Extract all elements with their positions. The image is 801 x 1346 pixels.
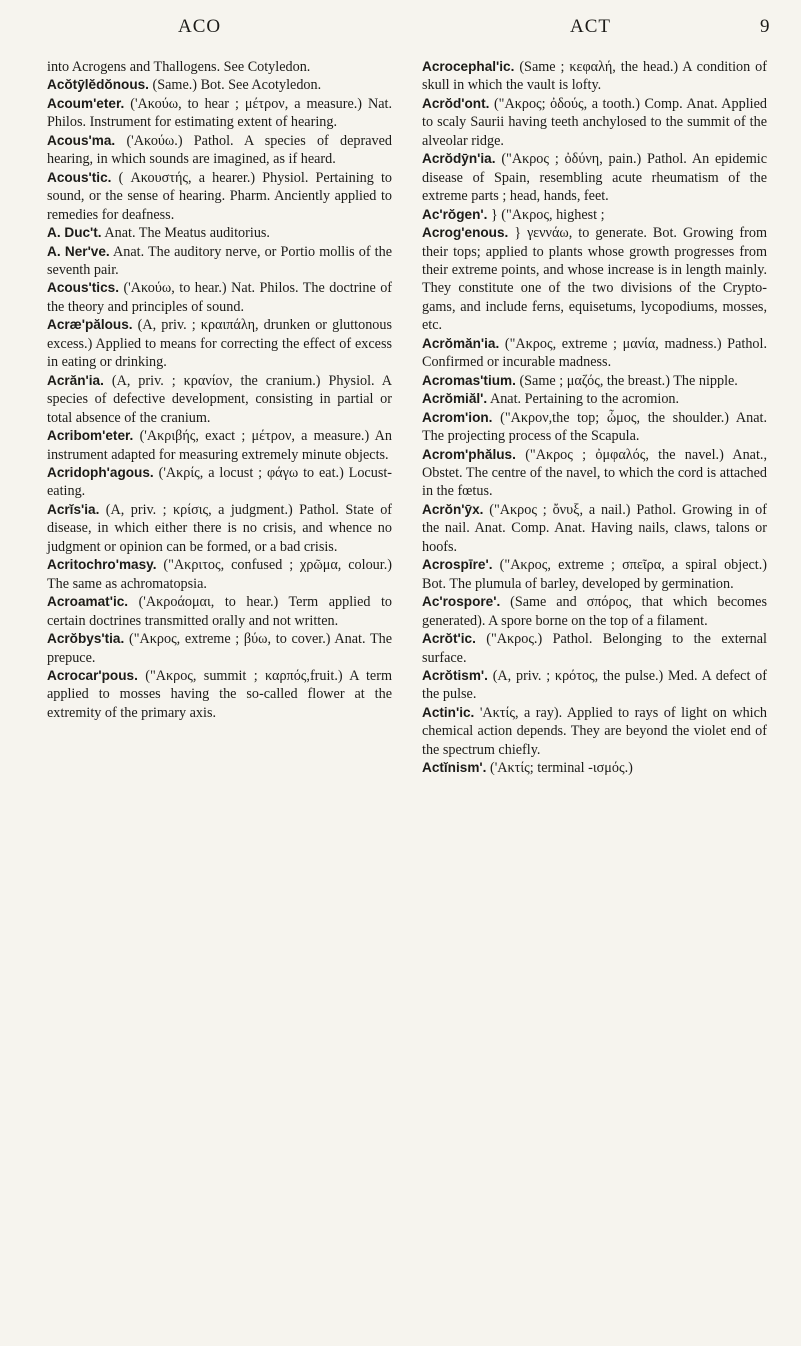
dictionary-entry [422, 206, 767, 224]
entry-definition: } γεννάω, to generate. Bot. Growing from their tops; applied to plants whose growth progresses from their extreme points, and whose increase is in length mainly. They constitute one of the two divisions of the Crypto-gams, and include ferns, equisetums, lycopodiums, mosses, etc. [422, 225, 767, 334]
entry-headword: Acrŏn'ȳx. [422, 501, 484, 517]
entry-definition: ('Ακτίς; terminal -ισμός.) [489, 760, 633, 777]
entry-definition: Anat. Pertaining to the acromion. [489, 391, 680, 408]
dictionary-entry [422, 667, 767, 704]
entry-definition: Anat. The Meatus auditorius. [104, 225, 270, 242]
dictionary-entry [422, 58, 767, 95]
dictionary-entry [47, 427, 392, 464]
entry-headword: A. Duc't. [47, 225, 102, 241]
entry-headword: Actin'ic. [422, 704, 475, 720]
entry-headword: Acous'ma. [47, 132, 116, 148]
entry-headword: Acritochro'masy. [47, 557, 157, 573]
dictionary-entry [422, 409, 767, 446]
entry-definition: ('Ακρίς, a locust ; φάγω to eat.) Locust-eating. [47, 464, 393, 500]
entry-definition: ("Ακρος ; ὀμφαλός, the navel.) Anat., Obstet. The centre of the navel, to which the cord is attached in the fœtus. [422, 446, 767, 500]
entry-definition: ("Ακρος.) Pathol. Belonging to the external surface. [422, 631, 768, 666]
entry-headword: Acrom'phălus. [422, 446, 516, 462]
dictionary-entry [47, 243, 392, 280]
dictionary-entry [47, 667, 392, 722]
entry-headword: Acrog'enous. [422, 225, 509, 241]
dictionary-entry [422, 593, 767, 630]
dictionary-entry [422, 95, 767, 150]
entry-headword: Acous'tics. [47, 280, 119, 296]
dictionary-entry [422, 224, 767, 335]
entry-definition: ("Ακρον,the top; ὦμος, the shoulder.) Anat. The projecting process of the Scapula. [422, 409, 768, 445]
left-guide-word: ACO [178, 16, 222, 37]
entry-definition: ("Ακρος, extreme ; σπεῖρα, a spiral object.) Bot. The plumula of barley, developed by germination. [422, 557, 768, 592]
entry-definition: ('Ακροάομαι, to hear.) Term applied to certain doctrines transmitted orally and not written. [47, 594, 392, 629]
entry-headword: Acrospīre'. [422, 557, 493, 573]
dictionary-entry [47, 372, 392, 427]
dictionary-entry [47, 556, 392, 593]
entry-headword: Ac'rospore'. [422, 594, 501, 610]
entry-headword: Ac'rŏgen'. [422, 206, 488, 222]
dictionary-entry [422, 501, 767, 556]
entry-headword: Acrăn'ia. [47, 372, 104, 388]
entry-headword: Acrŏtism'. [422, 667, 488, 683]
entry-headword: Acrŏbys'tia. [47, 631, 125, 647]
entry-headword: Acoum'eter. [47, 95, 125, 111]
entry-headword: Acridoph'agous. [47, 464, 154, 480]
dictionary-entry [47, 316, 392, 371]
entry-headword: Acrŏt'ic. [422, 631, 476, 647]
entry-definition: ('Ακριβής, exact ; μέτρον, a measure.) An instrument adapted for measuring extremely minute objects. [47, 428, 392, 463]
entry-definition: ("Ακρος ; ὄνυξ, a nail.) Pathol. Growing in of the nail. Anat. Comp. Anat. Having nails, claws, talons or hoofs. [422, 501, 767, 555]
entry-definition: (Same ; κεφαλή, the head.) A condition of skull in which the vault is lofty. [422, 59, 767, 94]
entry-definition: (Same and σπόρος, that which becomes generated). A spore borne on the top of a filament. [422, 594, 767, 629]
entry-definition: (A, priv. ; κρανίον, the cranium.) Physiol. A species of defective development, consisting in partial or total absence of the cranium. [47, 372, 393, 426]
entry-headword: Acræ'pălous. [47, 317, 133, 333]
entry-headword: Acromas'tium. [422, 372, 516, 388]
entry-definition: ("Ακρος, extreme ; μανία, madness.) Pathol. Confirmed or incurable madness. [422, 335, 767, 371]
entry-headword: Acrŏmăn'ia. [422, 335, 500, 351]
dictionary-entry [47, 630, 392, 667]
entry-definition: ('Ακούω, to hear.) Nat. Philos. The doctrine of the theory and principles of sound. [47, 280, 393, 315]
entry-definition: ( Ακουστής, a hearer.) Physiol. Pertaining to sound, or the sense of hearing. Pharm. Anciently applied to remedies for deafness. [47, 169, 393, 223]
entry-headword: Acroamat'ic. [47, 594, 129, 610]
entry-headword: Acrocephal'ic. [422, 59, 515, 74]
dictionary-entry [422, 630, 767, 667]
dictionary-entry [422, 390, 767, 408]
entry-definition: (A, priv. ; κραιπάλη, drunken or gluttonous excess.) Applied to means for correcting the effect of excess in eating or drinking. [47, 317, 393, 371]
entry-headword: Acrŏd'ont. [422, 95, 490, 111]
entry-definition: ("Ακρος ; ὀδύνη, pain.) Pathol. An epidemic disease of Spain, resembling acute rheumatism of the extreme parts ; head, hands, feet. [422, 151, 768, 205]
page-number: 9 [760, 16, 771, 37]
dictionary-entry [47, 224, 392, 242]
dictionary-entry [422, 759, 767, 777]
entry-definition: 'Ακτίς, a ray). Applied to rays of light on which chemical action depends. They are beyond the violet end of the spectrum chiefly. [422, 704, 768, 758]
entry-headword: Acrŏdȳn'ia. [422, 151, 496, 167]
entry-definition: ("Ακρος; ὀδούς, a tooth.) Comp. Anat. Applied to scaly Saurii having teeth anchylosed to the summit of the alveolar ridge. [422, 95, 767, 149]
dictionary-entry [422, 446, 767, 501]
dictionary-entry [47, 95, 392, 132]
running-header [0, 16, 801, 50]
entry-definition: (A, priv. ; κρότος, the pulse.) Med. A defect of the pulse. [422, 667, 767, 703]
entry-headword: Acrom'ion. [422, 409, 493, 425]
dictionary-entry [47, 132, 392, 169]
entry-headword: Actĭnism'. [422, 760, 487, 776]
right-column [422, 58, 767, 778]
entry-headword: Acrocar'pous. [47, 667, 138, 683]
entry-definition: (A, priv. ; κρίσις, a judgment.) Pathol. State of disease, in which either there is no crisis, and whence no judgment or opinion can be formed, or a bad crisis. [47, 501, 393, 555]
continuation-text: into Acrogens and Thallogens. See Cotyledon. [47, 59, 311, 75]
dictionary-entry [47, 501, 392, 556]
entry-definition: ("Ακριτος, confused ; χρῶμα, colour.) The same as achromatopsia. [47, 557, 392, 592]
left-column [47, 58, 392, 722]
dictionary-entry [47, 76, 392, 94]
entry-headword: Acrŏmiăl'. [422, 391, 488, 407]
dictionary-entry [422, 704, 767, 759]
right-guide-word: ACT [570, 16, 611, 37]
entry-definition: ("Ακρος, summit ; καρπός,fruit.) A term applied to mosses having the so-called flower at the extremity of the primary axis. [47, 667, 392, 721]
entry-definition: ('Ακούω, to hear ; μέτρον, a measure.) Nat. Philos. Instrument for estimating extent of hearing. [47, 95, 393, 131]
dictionary-entry [47, 593, 392, 630]
entry-definition: } ("Ακρος, highest ; [490, 206, 605, 223]
entry-headword: Acrĭs'ia. [47, 501, 100, 517]
dictionary-entry [422, 372, 767, 390]
entry-definition: (Same ; μαζός, the breast.) The nipple. [519, 372, 738, 389]
dictionary-entry [47, 169, 392, 224]
dictionary-entry [422, 150, 767, 205]
entry-headword: Acribom'eter. [47, 428, 134, 444]
entry-definition: ('Ακούω.) Pathol. A species of depraved hearing, in which sounds are imagined, as if heard. [47, 132, 393, 168]
dictionary-entry [422, 335, 767, 372]
entry-definition: (Same.) Bot. See Acotyledon. [152, 77, 322, 94]
entry-definition: ("Ακρος, extreme ; βύω, to cover.) Anat. The prepuce. [47, 631, 393, 666]
dictionary-entry [47, 464, 392, 501]
dictionary-entry [47, 279, 392, 316]
entry-headword: A. Ner've. [47, 243, 110, 259]
entry-definition: Anat. The auditory nerve, or Portio mollis of the seventh pair. [47, 243, 393, 278]
dictionary-entry [422, 556, 767, 593]
entry-headword: Acous'tic. [47, 169, 112, 185]
entry-headword: Acŏtȳlĕdŏnous. [47, 77, 149, 93]
